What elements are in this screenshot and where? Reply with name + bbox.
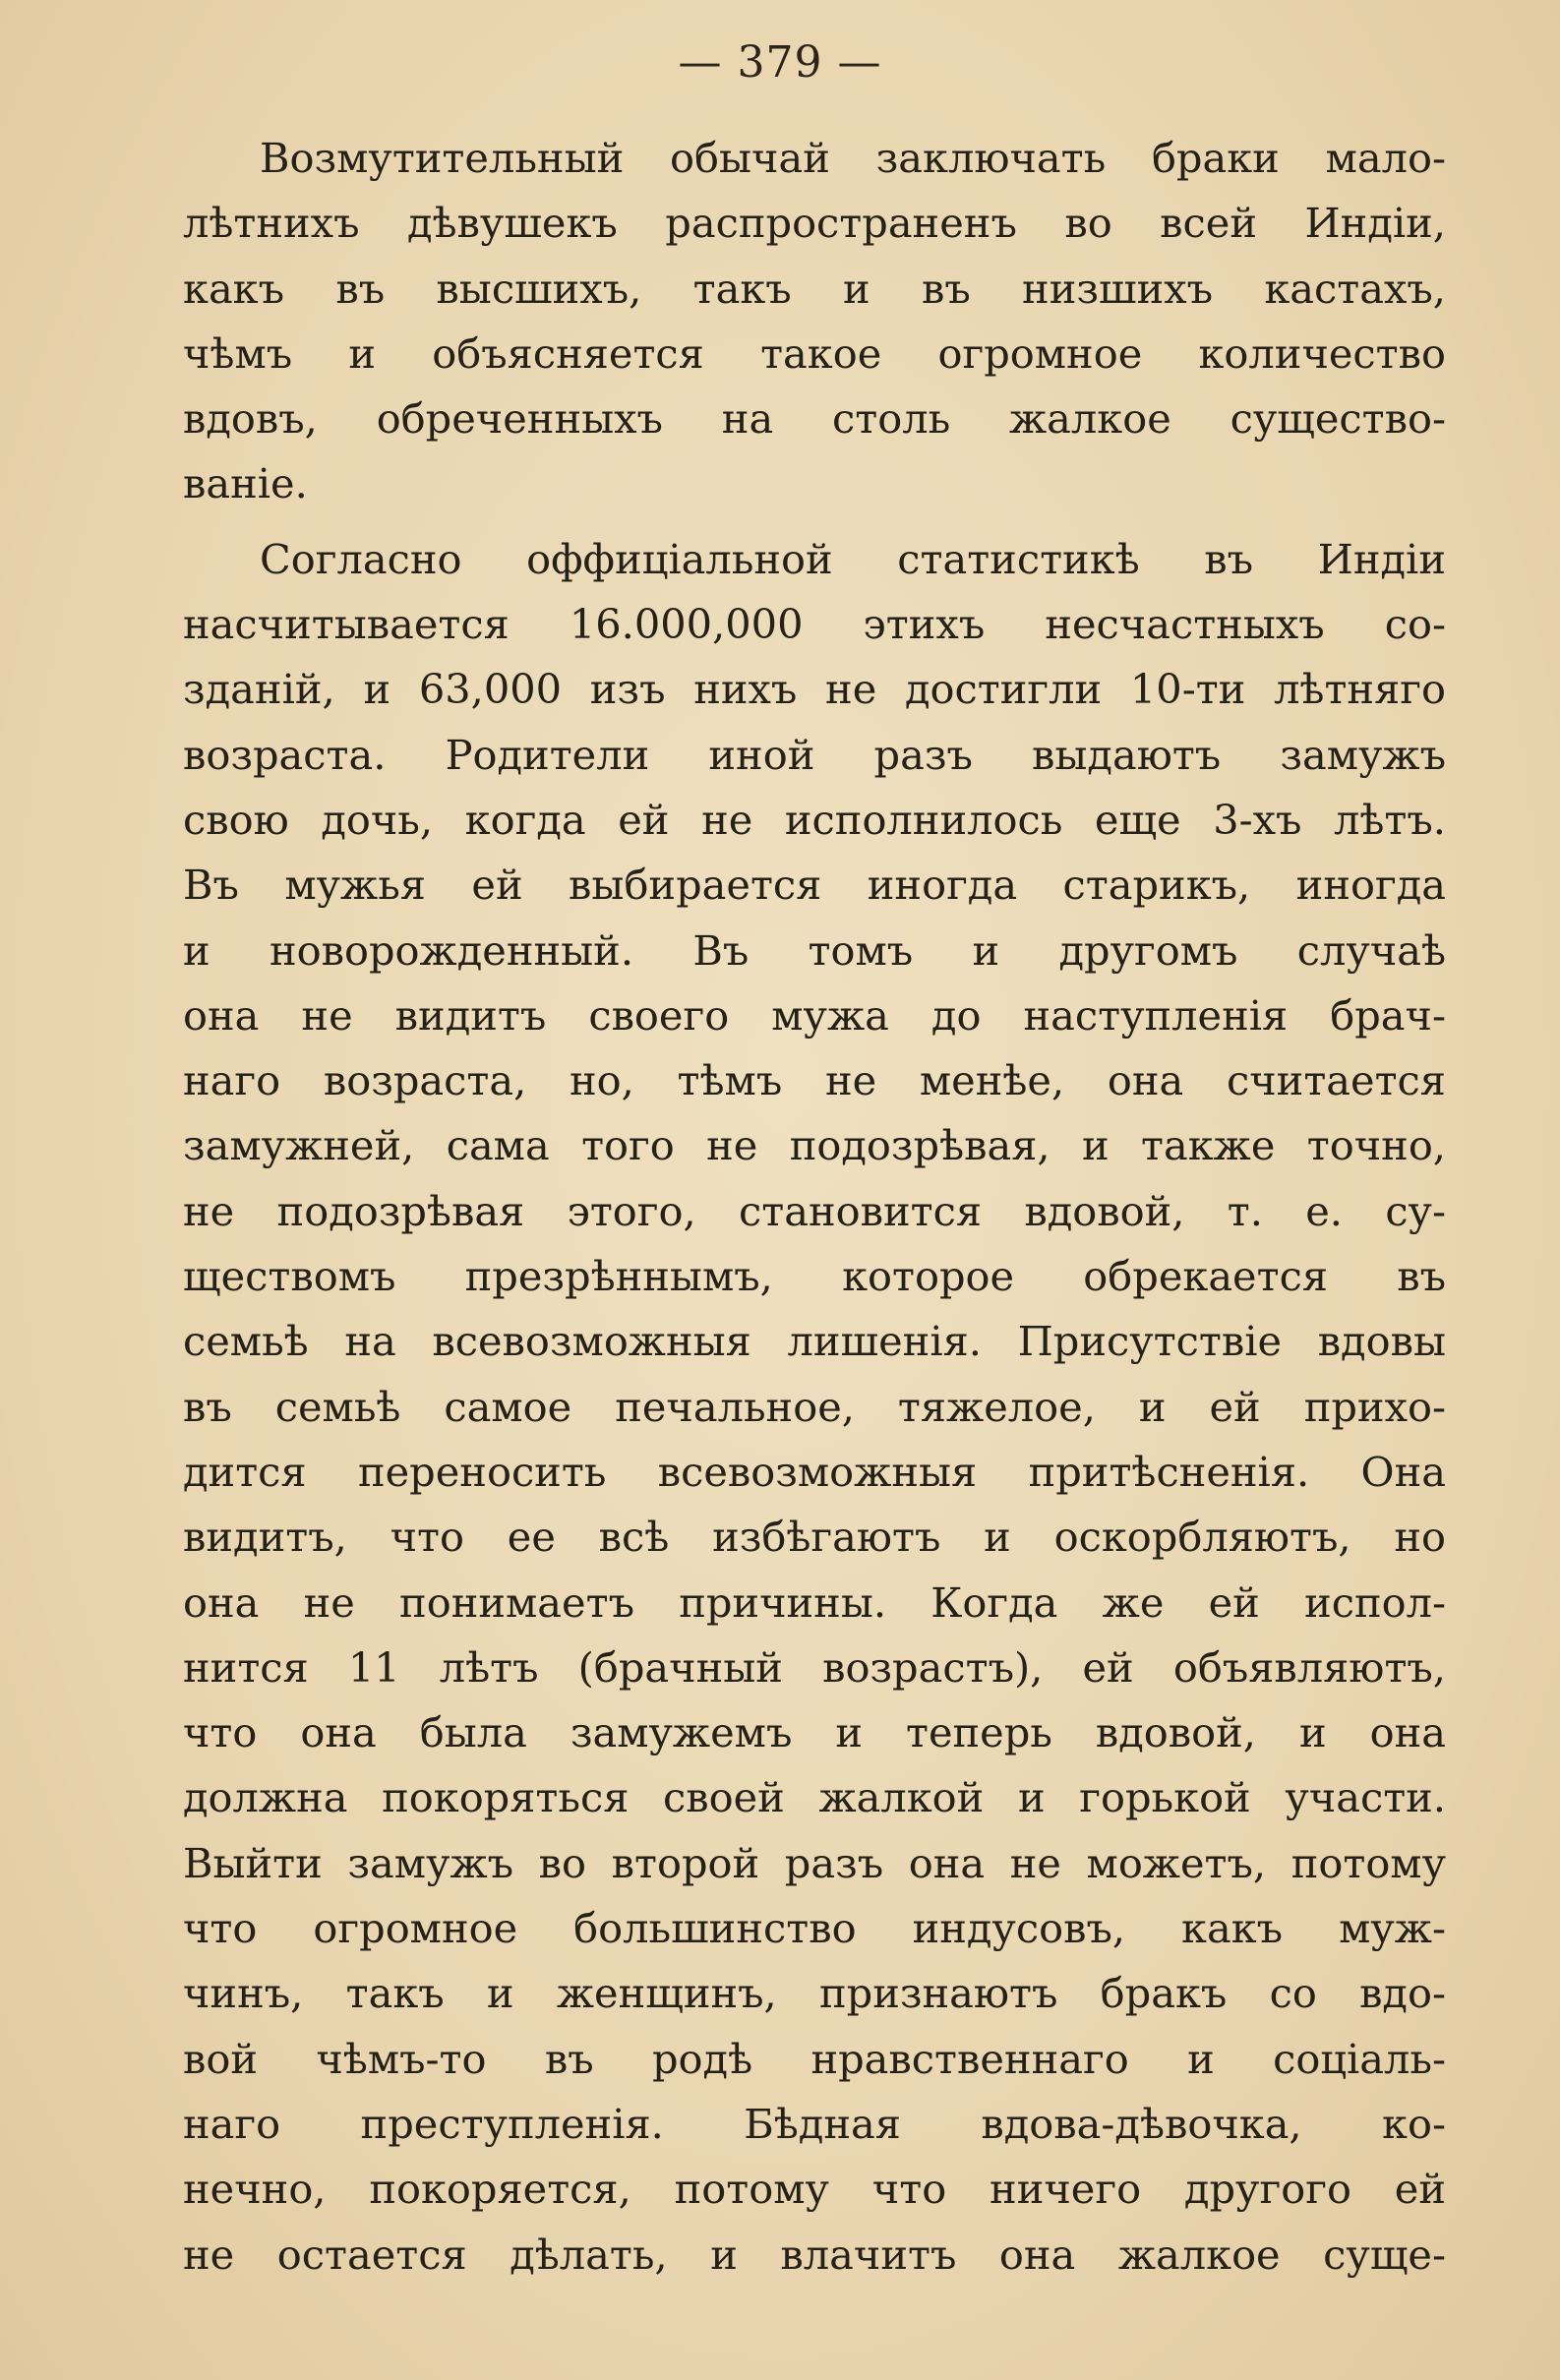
text-line: чинъ, такъ и женщинъ, признаютъ бракъ со вдо- [183,1969,1446,2018]
text-line: она не понимаетъ причины. Когда же ей испол- [183,1577,1446,1627]
text-line: не остается дѣлать, и влачитъ она жалкое суще- [183,2230,1446,2279]
text-line: дится переносить всевозможныя притѣсненія. Она [183,1447,1446,1496]
body-text [183,126,1446,2288]
text-line: нечно, покоряется, потому что ничего другого ей [183,2165,1446,2214]
text-line: какъ въ высшихъ, такъ и въ низшихъ кастахъ, [183,264,1446,313]
paragraph-1 [183,126,1446,517]
text-line: чѣмъ и объясняется такое огромное количество [183,328,1446,378]
paragraph-2 [183,527,1446,2288]
text-line: въ семьѣ самое печальное, тяжелое, и ей прихо- [183,1382,1446,1431]
text-line: замужней, сама того не подозрѣвая, и также точно, [183,1121,1446,1170]
text-line: вой чѣмъ-то въ родѣ нравственнаго и соціаль- [183,2034,1446,2083]
text-line: лѣтнихъ дѣвушекъ распространенъ во всей Индіи, [183,199,1446,248]
text-line: нится 11 лѣтъ (брачный возрастъ), ей объявляютъ, [183,1642,1446,1692]
text-line: возраста. Родители иной разъ выдаютъ замужъ [183,730,1446,779]
text-line: насчитывается 16.000,000 этихъ несчастныхъ со- [183,600,1446,649]
text-line: видитъ, что ее всѣ избѣгаютъ и оскорбляютъ, но [183,1513,1446,1562]
text-line: ваніе. [183,459,308,508]
text-line: Возмутительный обычай заключать браки мало- [260,134,1446,182]
text-line: свою дочь, когда ей не исполнилось еще 3-хъ лѣтъ. [183,795,1446,844]
text-line: она не видитъ своего мужа до наступленія брач- [183,990,1446,1040]
text-line: что огромное большинство индусовъ, какъ муж- [183,1904,1446,1953]
text-line: не подозрѣвая этого, становится вдовой, т. е. су- [183,1186,1446,1235]
text-line: наго возраста, но, тѣмъ не менѣе, она считается [183,1056,1446,1105]
text-line: вдовъ, обреченныхъ на столь жалкое существо- [183,394,1446,444]
text-line: что она была замужемъ и теперь вдовой, и она [183,1708,1446,1757]
text-line: Въ мужья ей выбирается иногда старикъ, иногда [183,861,1446,910]
text-line: ществомъ презрѣннымъ, которое обрекается въ [183,1252,1446,1301]
text-line: Согласно оффиціальной статистикѣ въ Индіи [260,534,1446,583]
text-line: Выйти замужъ во второй разъ она не можетъ, потому [183,1838,1446,1887]
page-number: — 379 — [678,37,882,88]
text-line: зданій, и 63,000 изъ нихъ не достигли 10-ти лѣтняго [183,665,1446,714]
text-line: семьѣ на всевозможныя лишенія. Присутствіе вдовы [183,1317,1446,1366]
text-line: наго преступленія. Бѣдная вдова-дѣвочка, ко- [183,2099,1446,2148]
text-line: должна покоряться своей жалкой и горькой участи. [183,1773,1446,1822]
text-line: и новорожденный. Въ томъ и другомъ случаѣ [183,925,1446,975]
